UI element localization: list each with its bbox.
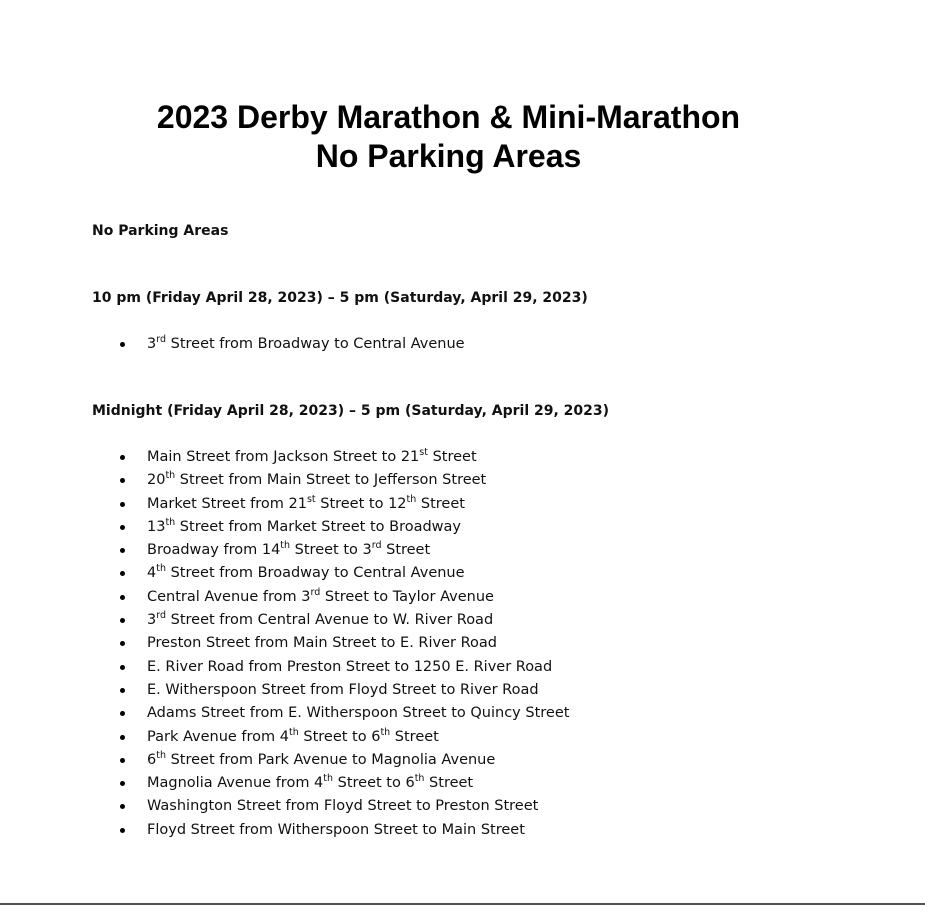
street-list-item: [92, 609, 569, 632]
street-text: Washington Street from Floyd Street to Preston Street: [147, 798, 539, 815]
street-text: Central Avenue from 3: [147, 588, 311, 605]
street-text: Street from Broadway to Central Avenue: [165, 565, 465, 582]
street-text: Street: [390, 728, 439, 745]
ordinal-suffix: th: [406, 493, 417, 505]
street-text: Floyd Street from Witherspoon Street to Main Street: [147, 821, 525, 838]
ordinal-suffix: th: [165, 470, 176, 482]
street-text: Street: [427, 449, 477, 465]
street-text: Main Street from Jackson Street to 21: [147, 449, 420, 465]
ordinal-suffix: st: [419, 447, 428, 458]
street-text: Street: [416, 495, 465, 512]
ordinal-suffix: th: [156, 749, 166, 761]
street-list-item: [92, 469, 569, 492]
street-list-item: [92, 679, 569, 702]
street-text: Street from Park Avenue to Magnolia Avenue: [165, 751, 496, 768]
street-list-friday-10pm: [92, 333, 465, 356]
street-list-item: [92, 749, 569, 772]
street-list-item: [92, 772, 569, 795]
ordinal-suffix: th: [156, 563, 166, 575]
street-text: E. Witherspoon Street from Floyd Street to River Road: [147, 681, 539, 698]
street-text: Street to Taylor Avenue: [320, 588, 494, 605]
section-heading-friday-10pm: 10 pm (Friday April 28, 2023) – 5 pm (Saturday, April 29, 2023): [92, 290, 588, 306]
street-list-item: [92, 586, 569, 609]
street-list-item: [92, 333, 465, 356]
ordinal-suffix: th: [289, 726, 299, 738]
street-text: Park Avenue from 4: [147, 728, 290, 745]
street-text: Street to 6: [333, 775, 415, 792]
street-text: Street from Main Street to Jefferson Street: [175, 472, 487, 489]
page-title-line-1: 2023 Derby Marathon & Mini-Marathon: [156, 99, 741, 135]
street-text: 20: [147, 472, 166, 489]
page-bottom-divider: [0, 903, 925, 905]
ordinal-suffix: rd: [156, 334, 167, 345]
street-list-item: [92, 632, 569, 655]
street-text: Street from Broadway to Central Avenue: [166, 336, 465, 352]
ordinal-suffix: th: [323, 773, 334, 785]
street-text: Street to 12: [315, 495, 407, 512]
street-text: E. River Road from Preston Street to 1250 E. River Road: [147, 658, 553, 675]
street-text: Preston Street from Main Street to E. River Road: [147, 635, 497, 652]
ordinal-suffix: rd: [310, 586, 321, 598]
street-text: 6: [147, 751, 157, 768]
street-text: Broadway from 14: [147, 542, 281, 559]
street-list-item: [92, 702, 569, 725]
document-subheading: No Parking Areas: [92, 223, 229, 239]
street-list-item: [92, 516, 569, 539]
street-text: Street: [424, 775, 474, 792]
street-list-item: [92, 726, 569, 749]
street-list-item: [92, 819, 569, 842]
street-list-item: [92, 656, 569, 679]
ordinal-suffix: th: [280, 540, 291, 552]
street-text: 3: [147, 612, 157, 629]
street-text: 4: [147, 565, 157, 582]
ordinal-suffix: th: [414, 773, 425, 785]
ordinal-suffix: th: [380, 726, 391, 738]
street-text: 3: [147, 336, 157, 352]
street-list-friday-midnight: [92, 446, 569, 842]
ordinal-suffix: th: [165, 516, 176, 528]
street-text: Street from Market Street to Broadway: [175, 518, 461, 535]
page-title-line-2: No Parking Areas: [315, 138, 582, 174]
street-text: Street to 3: [290, 542, 372, 559]
street-text: Street to 6: [298, 728, 381, 745]
street-list-item: [92, 562, 569, 585]
street-text: Street from Central Avenue to W. River Road: [166, 612, 494, 629]
street-text: Adams Street from E. Witherspoon Street to Quincy Street: [147, 705, 570, 722]
page-title: [0, 98, 897, 176]
street-list-item: [92, 446, 569, 469]
section-heading-friday-midnight: Midnight (Friday April 28, 2023) – 5 pm (Saturday, April 29, 2023): [92, 403, 610, 419]
ordinal-suffix: st: [306, 493, 316, 505]
ordinal-suffix: rd: [371, 540, 382, 552]
street-list-item: [92, 795, 569, 818]
street-text: Market Street from 21: [147, 495, 307, 512]
ordinal-suffix: rd: [156, 610, 167, 622]
street-text: Magnolia Avenue from 4: [147, 775, 324, 792]
street-text: 13: [147, 518, 166, 535]
street-list-item: [92, 493, 569, 516]
street-text: Street: [381, 542, 431, 559]
street-list-item: [92, 539, 569, 562]
